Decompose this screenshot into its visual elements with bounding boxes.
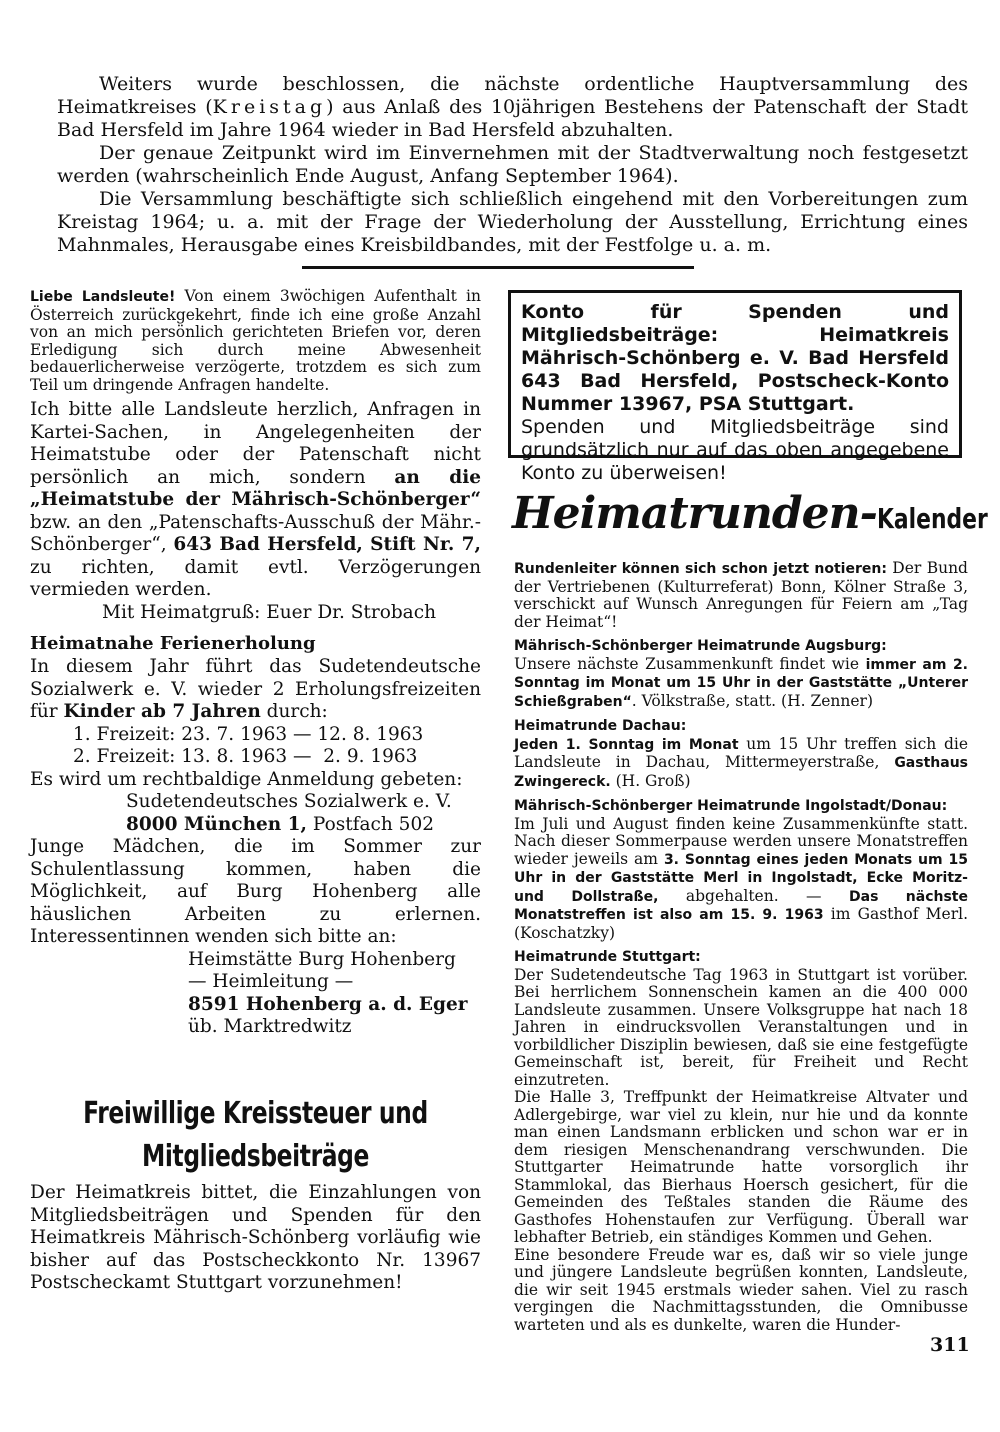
intro-paragraph-3: Die Versammlung beschäftigte sich schließlich eingehend mit den Vorbereitungen zum Kreistag 1964; u. a. mit der Frage der Wiederholung der Ausstellung, Errichtung eines Mahnmales, Herausgabe eines Kreisbildbandes, mit der Festfolge u. a. m. [57,188,968,256]
intro-section [57,73,968,257]
letter-section [30,288,481,624]
page-number: 311 [930,1334,970,1356]
ferien-section [30,632,481,1039]
kalender-title-word: Kalender [876,502,988,535]
hohenberg-line-3: 8591 Hohenberg a. d. Eger [188,993,468,1015]
steuer-title-2: Mitgliedsbeiträge [141,1139,369,1174]
stuttgart-paragraph-2: Die Halle 3, Treffpunkt der Heimatkreise Altvater und Adlergebirge, war viel zu klein, nur hie und da konnte man einen Landsmann erblicken und schon war er in dem riesigen Menschenandrang verschwunden. Die Stuttgarter Heimatrunde hatte vorsorglich ihr Stammlokal, das Bierhaus Hoersch gesichert, für die Gemeinden des Teßtales standen die Räume des Gasthofes Hohenstaufen zur Verfügung. Überall war lebhafter Betrieb, ein ständiges Kommen und Gehen. [514,1088,968,1246]
hohenberg-line-2: — Heimleitung — [188,971,354,992]
stuttgart-paragraph-3: Eine besondere Freude war es, daß wir so viele junge und jüngere Landsleute begrüßen konnten, Landsleute, die wir seit 1945 erstmals wieder sahen. Viel zu rasch vergingen die Nachmittagsstunden, die Omnibusse warteten und als es dunkelte, waren die Hunder- [514,1245,968,1334]
dachau-heading: Heimatrunde Dachau: [514,718,687,734]
letter-body: Ich bitte alle Landsleute herzlich, Anfragen in Kartei-Sachen, in Angelegenheiten der Heimatstube oder der Patenschaft nicht persönlich an mich, sondern an die „Heimatstube der Mährisch-Schönberger“ bzw. an den „Patenschafts-Ausschuß der Mähr.-Schönberger“, 643 Bad Hersfeld, Stift Nr. 7, zu richten, damit evtl. Verzögerungen vermieden werden. [30,399,481,600]
hohenberg-line-1: Heimstätte Burg Hohenberg [188,948,456,970]
dachau-text: Jeden 1. Sonntag im Monat um 15 Uhr treffen sich die Landsleute in Dachau, Mittermeyerstraße, Gasthaus Zwingereck. (H. Groß) [514,734,968,790]
kalender-intro: Rundenleiter können sich schon jetzt notieren: Der Bund der Vertriebenen (Kulturreferat) Bonn, Kölner Straße 3, verschickt auf Wunsch Anregungen für Feiern am „Tag der Heimat“! [514,559,968,631]
ferien-paragraph-1: In diesem Jahr führt das Sudetendeutsche Sozialwerk e. V. wieder 2 Erholungsfreizeiten für Kinder ab 7 Jahren durch: [30,656,481,722]
steuer-section [30,1092,481,1295]
ferien-address-1: Sudetendeutsches Sozialwerk e. V. [126,791,452,812]
ferien-date-2: 2. Freizeit: 13. 8. 1963 — 2. 9. 1963 [73,746,418,767]
kalender-title [512,488,988,540]
ferien-title: Heimatnahe Ferienerholung [30,633,316,654]
ferien-paragraph-3: Junge Mädchen, die im Sommer zur Schulentlassung kommen, haben die Möglichkeit, auf Burg Hohenberg alle häuslichen Arbeiten zu erlernen. Interessentinnen wenden sich bitte an: [30,836,481,947]
augsburg-text: Unsere nächste Zusammenkunft findet wie immer am 2. Sonntag im Monat um 15 Uhr in der Gaststätte „Unterer Schießgraben“. Völkstraße, statt. (H. Zenner) [514,654,969,710]
ferien-date-1: 1. Freizeit: 23. 7. 1963 — 12. 8. 1963 [73,723,424,745]
konto-note: Spenden und Mitgliedsbeiträge sind grundsätzlich nur auf das oben angegebene Konto zu überweisen! [521,416,949,484]
steuer-title-1: Freiwillige Kreissteuer und [83,1096,428,1131]
stuttgart-paragraph-1: Der Sudetendeutsche Tag 1963 in Stuttgart ist vorüber. Bei herrlichem Sonnenschein kamen an die 400 000 Landsleute zusammen. Unsere Volksgruppe hat nach 18 Jahren in eindrucksvollen Veranstaltungen und in vorbildlicher Disziplin bewiesen, daß sie eine festgefügte Gemeinschaft ist, bereit, für Freiheit und Recht einzutreten. [514,965,968,1089]
kalender-title-script: Heimatrunden- [512,488,877,539]
intro-paragraph-1: Weiters wurde beschlossen, die nächste ordentliche Hauptversammlung des Heimatkreises (Kreistag) aus Anlaß des 10jährigen Bestehens der Patenschaft der Stadt Bad Hersfeld im Jahre 1964 wieder in Bad Hersfeld abzuhalten. [57,73,969,141]
steuer-text: Der Heimatkreis bittet, die Einzahlungen von Mitgliedsbeiträgen und Spenden für den Heimatkreis Mährisch-Schönberg vorläufig wie bisher auf das Postscheckkonto Nr. 13967 Postscheckamt Stuttgart vorzunehmen! [30,1182,481,1293]
ingolstadt-text: Im Juli und August finden keine Zusammenkünfte statt. Nach dieser Sommerpause werden unsere Monatstreffen wieder jeweils am 3. Sonntag eines jeden Monats um 15 Uhr in der Gaststätte Merl in Ingolstadt, Ecke Moritz- und Dollstraße, abgehalten. — Das nächste Monatstreffen ist also am 15. 9. 1963 im Gasthof Merl. (Koschatzky) [514,814,968,942]
kalender-section [514,560,968,1334]
ferien-address-2: 8000 München 1, Postfach 502 [126,813,434,835]
konto-details: Konto für Spenden und Mitgliedsbeiträge: Heimatkreis Mährisch-Schönberg e. V. Bad Hersfeld 643 Bad Hersfeld, Postscheck-Konto Nummer 13967, PSA Stuttgart. [521,301,949,415]
konto-box [508,290,962,484]
section-divider [302,266,694,269]
augsburg-heading: Mährisch-Schönberger Heimatrunde Augsburg: [514,638,887,654]
stuttgart-heading: Heimatrunde Stuttgart: [514,949,701,965]
hohenberg-line-4: üb. Marktredwitz [188,1016,352,1037]
ingolstadt-heading: Mährisch-Schönberger Heimatrunde Ingolstadt/Donau: [514,798,948,814]
letter-intro: Liebe Landsleute! Von einem 3wöchigen Aufenthalt in Österreich zurückgekehrt, finde ich eine große Anzahl von an mich persönlich gerichteten Briefen vor, deren Erledigung sich durch meine Abwesenheit bedauerlicherweise verzögerte, trotzdem es sich zum Teil um dringende Anfragen handelte. [30,287,481,394]
ferien-paragraph-2: Es wird um rechtbaldige Anmeldung gebeten: [30,768,463,790]
letter-signature: Mit Heimatgruß: Euer Dr. Strobach [102,601,436,623]
intro-paragraph-2: Der genaue Zeitpunkt wird im Einvernehmen mit der Stadtverwaltung noch festgesetzt werden (wahrscheinlich Ende August, Anfang September 1964). [57,142,968,187]
